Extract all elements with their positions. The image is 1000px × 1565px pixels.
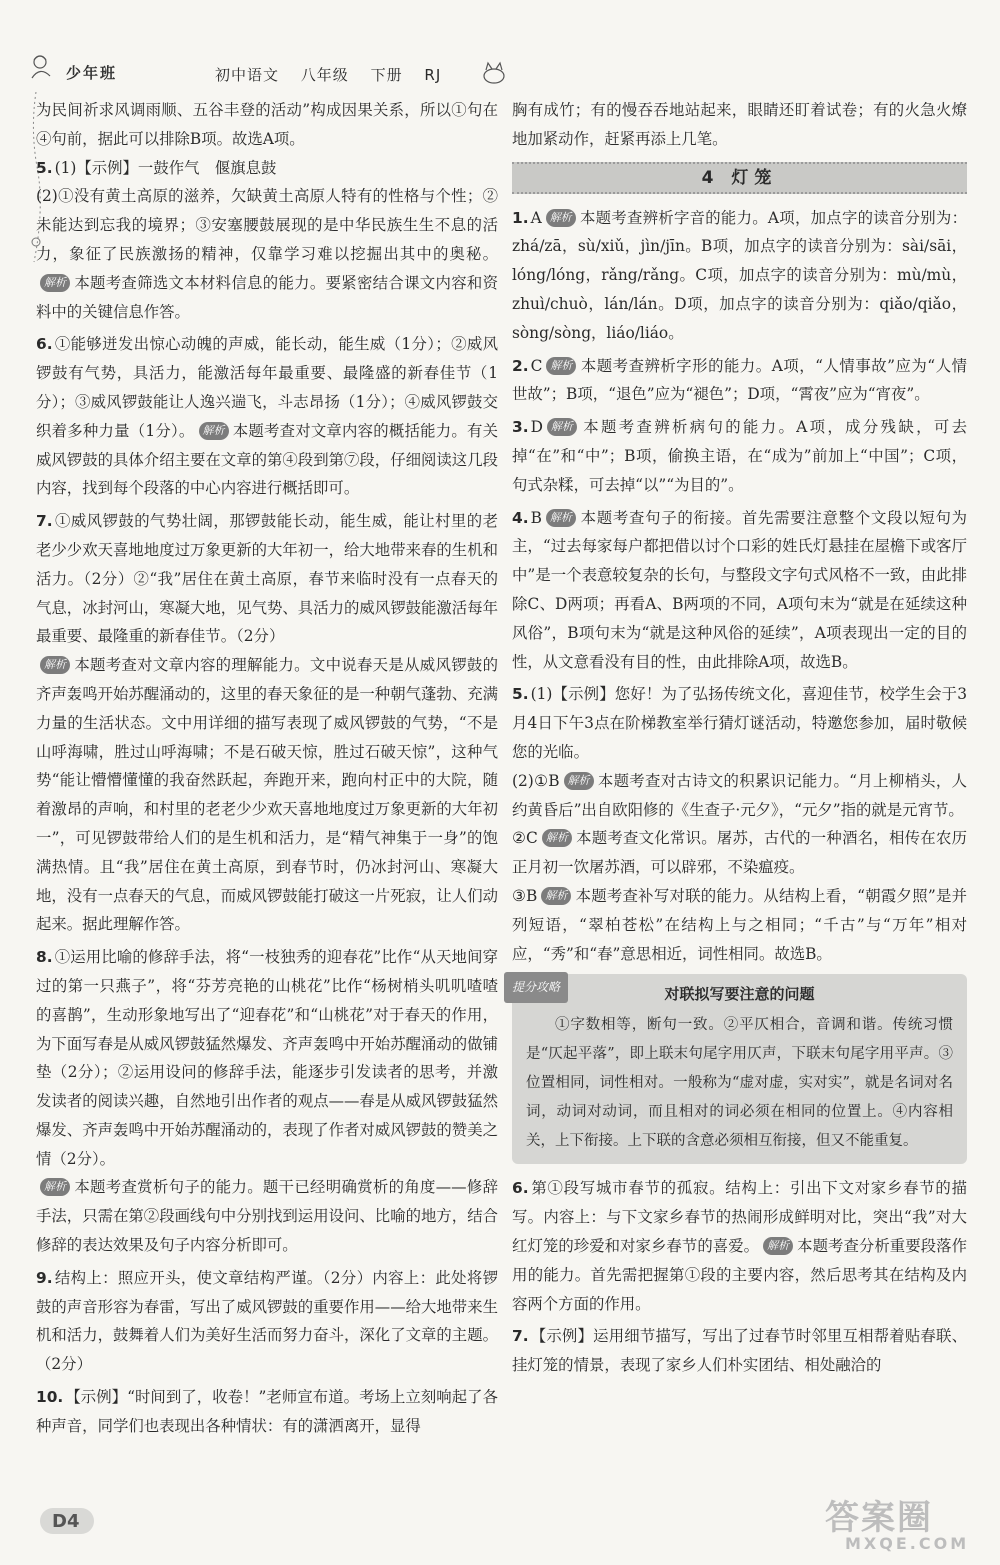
page-header bbox=[30, 52, 550, 88]
page-number bbox=[40, 1508, 96, 1536]
answer-text: ①能够迸发出惊心动魄的声威，能长动，能生威（1分）；②威风锣鼓有气势，具活力，能激活每年最重要、最隆盛的新春佳节（1分）；③威风锣鼓能让人逸兴遄飞，斗志昂扬（1分）；④威风锣鼓交织着多种力量（1分）。 bbox=[36, 335, 498, 440]
answer-9 bbox=[36, 1264, 498, 1379]
question-number: 7. bbox=[36, 512, 53, 531]
question-number: 9. bbox=[36, 1268, 53, 1287]
question-number: 10. bbox=[36, 1388, 64, 1407]
answer-1 bbox=[512, 204, 967, 348]
question-number: 5. bbox=[512, 685, 529, 704]
question-number: 3. bbox=[512, 418, 529, 437]
answer-text: ③B bbox=[512, 886, 538, 905]
tip-tag: 提分攻略 bbox=[504, 972, 568, 1003]
answer-2 bbox=[512, 352, 967, 410]
answer-choice: D bbox=[530, 418, 543, 437]
question-number: 6. bbox=[36, 335, 53, 354]
answer-text: 结构上：照应开头，使文章结构严谨。（2分）内容上：此处将锣鼓的声音形容为春雷，写出了威风锣鼓的重要作用——给大地带来生机和活力，鼓舞着人们为美好生活而努力奋斗，深化了文章的主题。（2分） bbox=[36, 1268, 498, 1374]
analysis-badge: 解析 bbox=[199, 422, 229, 440]
analysis-text: 本题考查对古诗文的积累识记能力。“月上柳梢头，人约黄昏后”出自欧阳修的《生查子·元夕》，“元夕”指的就是元宵节。 bbox=[512, 771, 967, 819]
right-column bbox=[512, 96, 967, 1384]
watermark-title: 答案圈 bbox=[825, 1498, 933, 1538]
answer-4 bbox=[512, 504, 967, 677]
answer-text: (1)【示例】一鼓作气 偃旗息鼓 bbox=[54, 158, 277, 177]
question-number: 1. bbox=[512, 208, 529, 227]
tip-box bbox=[512, 974, 967, 1164]
edition-label: RJ bbox=[424, 66, 442, 84]
answer-text: (2)①没有黄土高原的滋养，欠缺黄土高原人特有的性格与个性；②未能达到忘我的境界；③安塞腰鼓展现的是中华民族生生不息的活力，象征了民族激扬的精神，仅靠学习难以挖掘出其中的奥秘。 bbox=[36, 187, 498, 263]
answer-text: ①运用比喻的修辞手法，将“一枝独秀的迎春花”比作“从天地间穿过的第一只燕子”，将“芬芳亮艳的山桃花”比作“杨树梢头叽叽喳喳的喜鹊”，生动形象地写出了“迎春花”和“山桃花”对于春天的作用，为下面写春是从威风锣鼓猛然爆发、齐声轰鸣中开始苏醒涌动的做铺垫（2分）；②运用设问的修辞手法，能逐步引发读者的思考，并激发读者的阅读兴趣，自然地引出作者的观点——春是从威风锣鼓猛然爆发、齐声轰鸣中开始苏醒涌动的，表现了作者对威风锣鼓的赞美之情（2分）。 bbox=[36, 948, 498, 1168]
analysis-text: 本题考查分析重要段落作用的能力。首先需把握第①段的主要内容，然后思考其在结构及内容两个方面的作用。 bbox=[512, 1236, 967, 1313]
answer-7-right bbox=[512, 1322, 967, 1380]
brand-name: 少年班 bbox=[66, 64, 118, 82]
analysis-badge: 解析 bbox=[541, 887, 571, 905]
analysis-text: 本题考查文化常识。屠苏，古代的一种酒名，相传在农历正月初一饮屠苏酒，可以辟邪，不染瘟疫。 bbox=[512, 829, 967, 877]
analysis-badge: 解析 bbox=[763, 1237, 793, 1255]
analysis-badge: 解析 bbox=[546, 357, 576, 375]
answer-3 bbox=[512, 413, 967, 499]
analysis-text: 本题考查对文章内容的概括能力。有关威风锣鼓的具体介绍主要在文章的第④段到第⑦段，仔细阅读这几段内容，找到每个段落的中心内容进行概括即可。 bbox=[36, 421, 498, 498]
answer-6 bbox=[36, 330, 498, 503]
question-number: 5. bbox=[36, 158, 53, 177]
analysis-text: 本题考查对文章内容的理解能力。文中说春天是从威风锣鼓的齐声轰鸣开始苏醒涌动的，这里的春天象征的是一种朝气蓬勃、充满力量的生活状态。文中用详细的描写表现了威风锣鼓的气势，“不是山呼海啸，胜过山呼海啸；不是石破天惊，胜过石破天惊”，这种气势“能让懵懵懂懂的我奋然跃起，奔跑开来，跑向村正中的大院，随着激昂的声响，和村里的老老少少欢天喜地地度过万象更新的大年初一”，可见锣鼓带给人们的是生机和活力，是“精气神集于一身”的饱满热情。且“我”居住在黄土高原，到春节时，仍冰封河山、寒凝大地，没有一点春天的气息，而威风锣鼓能打破这一片死寂，让人们动起来。据此理解作答。 bbox=[36, 656, 498, 934]
question-number: 4. bbox=[512, 508, 529, 527]
page-number-text: D4 bbox=[52, 1511, 80, 1532]
volume-label: 下册 bbox=[370, 66, 403, 84]
question-number: 8. bbox=[36, 948, 53, 967]
analysis-badge: 解析 bbox=[40, 274, 70, 292]
analysis-badge: 解析 bbox=[40, 1178, 70, 1196]
left-column bbox=[36, 96, 498, 1445]
answer-10 bbox=[36, 1383, 498, 1441]
analysis-text: 本题考查辨析字音的能力。A项，加点字的读音分别为：zhá/zā，sù/xiǔ，jìn/jīn。B项，加点字的读音分别为：sài/sāi，lóng/lóng，rǎng/rǎng。C项，加点字的读音分别为：mù/mù，zhuì/chuò，lán/lán。D项，加点字的读音分别为：qiǎo/qiǎo，sòng/sòng，liáo/liáo。 bbox=[512, 208, 967, 342]
tip-title: 对联拟写要注意的问题 bbox=[664, 985, 815, 1004]
analysis-badge: 解析 bbox=[564, 772, 594, 790]
analysis-badge: 解析 bbox=[547, 418, 577, 436]
grade-label: 八年级 bbox=[300, 66, 349, 84]
continued-paragraph: 胸有成竹；有的慢吞吞地站起来，眼睛还盯着试卷；有的火急火燎地加紧动作，赶紧再添上几笔。 bbox=[512, 101, 967, 148]
answer-text: 【示例】“时间到了，收卷！”老师宣布道。考场上立刻响起了各种声音，同学们也表现出各种情状：有的潇洒离开，显得 bbox=[36, 1388, 498, 1435]
analysis-text: 本题考查辨析字形的能力。A项，“人情事故”应为“人情世故”；B项，“退色”应为“褪色”；D项，“霄夜”应为“宵夜”。 bbox=[512, 356, 967, 404]
answer-5 bbox=[36, 154, 498, 327]
analysis-badge: 解析 bbox=[546, 209, 576, 227]
answer-text: ①威风锣鼓的气势壮阔，那锣鼓能长动，能生威，能让村里的老老少少欢天喜地地度过万象更新的大年初一，给大地带来春的生机和活力。（2分）②“我”居住在黄土高原，春节来临时没有一点春天的气息，冰封河山，寒凝大地，见气势、具活力的威风锣鼓能激活每年最重要、最隆重的新春佳节。（2分） bbox=[36, 512, 498, 646]
answer-choice: B bbox=[530, 508, 542, 527]
analysis-text: 本题考查补写对联的能力。从结构上看，“朝霞夕照”是并列短语，“翠柏苍松”在结构上与之相同；“千古”与“万年”相对应，“秀”和“春”意思相近，词性相同。故选B。 bbox=[512, 886, 967, 963]
lesson-title: 4 灯笼 bbox=[512, 162, 967, 194]
question-number: 7. bbox=[512, 1327, 529, 1346]
subject-label: 初中语文 bbox=[215, 66, 280, 84]
tip-body: ①字数相等，断句一致。②平仄相合，音调和谐。传统习惯是“仄起平落”，即上联末句尾字用仄声，下联末句尾字用平声。③位置相同，词性相对。一般称为“虚对虚，实对实”，就是名词对名词，动词对动词，而且相对的词必须在相同的位置上。④内容相关，上下衔接。上下联的含意必须相互衔接，但又不能重复。 bbox=[526, 1017, 953, 1150]
analysis-badge: 解析 bbox=[542, 829, 572, 847]
question-number: 6. bbox=[512, 1179, 529, 1198]
answer-6-right bbox=[512, 1174, 967, 1318]
intro-paragraph: 为民间祈求风调雨顺、五谷丰登的活动”构成因果关系，所以①句在④句前，据此可以排除B项。故选A项。 bbox=[36, 101, 498, 148]
answer-text: (2)①B bbox=[512, 771, 560, 790]
answer-7 bbox=[36, 507, 498, 939]
answer-choice: A bbox=[530, 208, 542, 227]
question-number: 2. bbox=[512, 356, 529, 375]
answer-text: (1)【示例】您好！为了弘扬传统文化，喜迎佳节，校学生会于3月4日下午3点在阶梯教室举行猜灯谜活动，特邀您参加，届时敬候您的光临。 bbox=[512, 685, 967, 761]
answer-5-right bbox=[512, 680, 967, 968]
book-info bbox=[215, 64, 457, 85]
answer-text: 【示例】运用细节描写，写出了过春节时邻里互相帮着贴春联、挂灯笼的情景，表现了家乡人们朴实团结、相处融洽的 bbox=[512, 1327, 967, 1375]
analysis-text: 本题考查句子的衔接。首先需要注意整个文段以短句为主，“过去每家每户都把借以讨个口彩的姓氏灯悬挂在屋檐下或客厅中”是一个表意较复杂的长句，与整段文字句式风格不一致，由此排除C、D两项；再看A、B两项的不同，A项句末为“就是在延续这种风俗”，B项句末为“就是这种风俗的延续”，A项表现出一定的目的性，从文意看没有目的性，由此排除A项，故选B。 bbox=[512, 508, 967, 671]
cat-illustration-icon bbox=[478, 58, 510, 86]
answer-8 bbox=[36, 943, 498, 1260]
watermark-url: MXQE.COM bbox=[845, 1534, 970, 1553]
analysis-badge: 解析 bbox=[40, 656, 70, 674]
analysis-text: 本题考查筛选文本材料信息的能力。要紧密结合课文内容和资料中的关键信息作答。 bbox=[36, 273, 498, 321]
answer-choice: C bbox=[530, 356, 543, 375]
answer-text: ②C bbox=[512, 829, 538, 848]
watermark bbox=[815, 1490, 985, 1560]
analysis-badge: 解析 bbox=[546, 509, 576, 527]
analysis-text: 本题考查辨析病句的能力。A项，成分残缺，可去掉“在”和“中”；B项，偷换主语，在“成为”前加上“中国”；C项，句式杂糅，可去掉“以”“为目的”。 bbox=[512, 418, 967, 494]
answer-text: 第①段写城市春节的孤寂。结构上：引出下文对家乡春节的描写。内容上：与下文家乡春节的热闹形成鲜明对比，突出“我”对大红灯笼的珍爱和对家乡春节的喜爱。 bbox=[512, 1179, 967, 1255]
analysis-text: 本题考查赏析句子的能力。题干已经明确赏析的角度——修辞手法，只需在第②段画线句中分别找到运用设问、比喻的地方，结合修辞的表达效果及句子内容分析即可。 bbox=[36, 1178, 498, 1255]
